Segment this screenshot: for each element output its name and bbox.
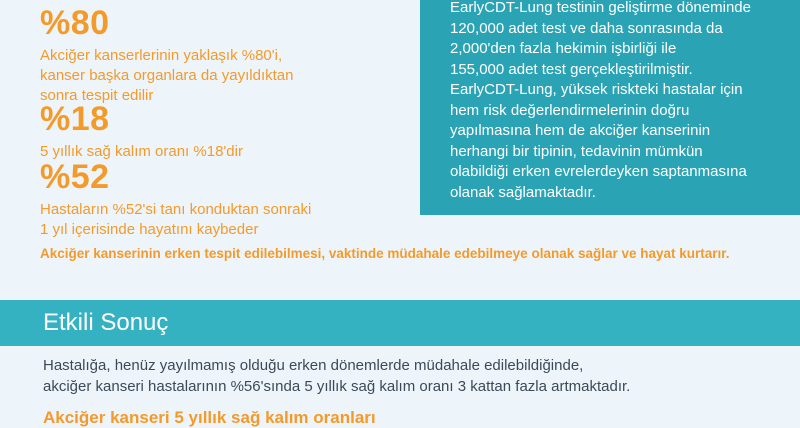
info-line: 155,000 adet test gerçekleştirilmiştir. <box>450 60 693 78</box>
tagline: Akciğer kanserinin erken tespit edilebilmesi, vaktinde müdahale edebilmeye olanak sağlar ve hayat kurtarır. <box>40 246 730 261</box>
info-line: hem risk değerlendirmelerinin doğru <box>450 101 690 119</box>
stat-value: %18 <box>40 100 110 138</box>
stat-value: %80 <box>40 4 110 42</box>
body-line: Hastalığa, henüz yayılmamış olduğu erken dönemlerde müdahale edilebildiğinde, <box>43 357 584 374</box>
section-subheading: Akciğer kanseri 5 yıllık sağ kalım oranları <box>43 408 376 427</box>
section-banner <box>0 300 800 346</box>
stat-line: Hastaların %52'si tanı konduktan sonraki <box>40 201 312 218</box>
info-line: yapılmasına hem de akciğer kanserinin <box>450 122 711 139</box>
info-line: EarlyCDT-Lung, yüksek riskteki hastalar için <box>450 81 743 98</box>
body-line: akciğer kanseri hastalarının %56'sında 5 yıllık sağ kalım oranı 3 kattan fazla artmaktadır. <box>43 378 631 395</box>
info-card <box>420 0 800 215</box>
info-line: olanak sağlamaktadır. <box>450 183 596 201</box>
info-line: 2,000'den fazla hekimin işbirliği ile <box>450 40 677 57</box>
stat-description <box>40 200 311 240</box>
info-line: olabildiği erken evrelerdeyken saptanmasına <box>450 163 747 180</box>
stat-line: sonra tespit edilir <box>40 87 154 104</box>
stat-18 <box>40 102 243 162</box>
stat-80 <box>40 6 293 106</box>
stat-line: 5 yıllık sağ kalım oranı %18'dir <box>40 143 243 160</box>
section-title: Etkili Sonuç <box>43 309 169 336</box>
stat-52 <box>40 160 311 240</box>
info-line: 120,000 adet test ve daha sonrasında da <box>450 19 723 37</box>
section-body <box>43 355 783 397</box>
stat-line: 1 yıl içerisinde hayatını kaybeder <box>40 221 259 238</box>
stat-line: Akciğer kanserlerinin yaklaşık %80'i, <box>40 47 283 64</box>
stat-value: %52 <box>40 158 110 196</box>
info-line: herhangi bir tipinin, tedavinin mümkün <box>450 142 703 160</box>
info-card-text <box>450 0 790 203</box>
info-line: EarlyCDT-Lung testinin geliştirme döneminde <box>450 0 751 16</box>
stat-line: kanser başka organlara da yayıldıktan <box>40 67 294 84</box>
stat-description <box>40 46 293 106</box>
